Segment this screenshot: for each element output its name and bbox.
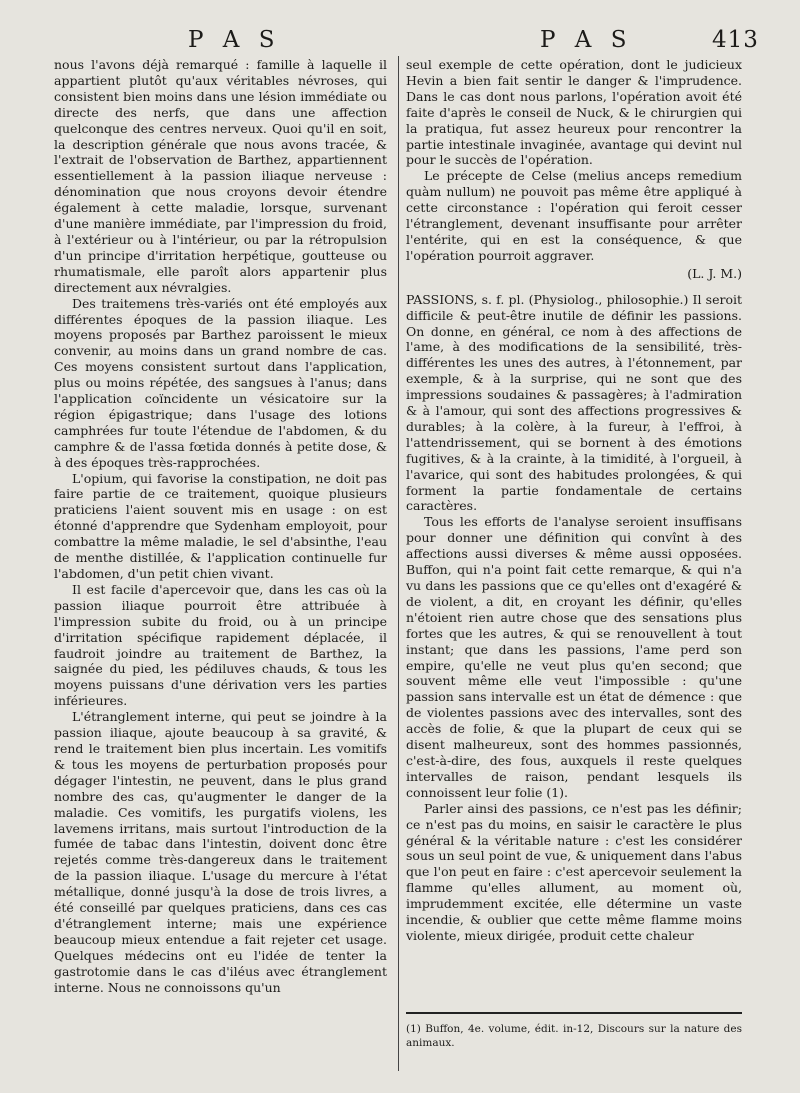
paragraph: L'opium, qui favorise la constipation, ne doit pas faire partie de ce traitement, quoique plusieurs praticiens l'aient souvent mis en usage : on est étonné d'apprendre que Sydenham employoit, pour combattre la même maladie, le sel d'absinthe, l'eau de menthe distillée, & l'application continuelle fur l'abdomen, d'un petit chien vivant. xyxy=(54,470,387,581)
paragraph: Il est facile d'apercevoir que, dans les cas où la passion iliaque pourroit être attribuée à l'impression subite du froid, ou à un principe d'irritation spécifique rapidement déplacée, il faudroit joindre au traitement de Barthez, la saignée du pied, les pédiluves chauds, & tous les moyens puissans d'une dérivation vers les parties inférieures. xyxy=(54,581,387,709)
paragraph: Des traitemens très-variés ont été employés aux différentes époques de la passion iliaque. Les moyens proposés par Barthez paroissent le mieux convenir, au moins dans un grand nombre de cas. Ces moyens consistent surtout dans l'application, plus ou moins répétée, des sangsues à l'anus; dans l'application coïncidente un vésicatoire sur la région épigastrique; dans l'usage des lotions camphrées fur toute l'étendue de l'abdomen, & du camphre & de l'assa fœtida donnés à petite dose, & à des époques très-rapprochées. xyxy=(54,295,387,470)
header-left-title: P A S xyxy=(188,27,281,53)
paragraph: Parler ainsi des passions, ce n'est pas les définir; ce n'est pas du moins, en saisir le caractère le plus général & la véritable nature : c'est les considérer sous un seul point de vue, & uniquement dans l'abus que l'on peut en faire : c'est apercevoir seulement la flamme qu'elles allument, au moment où, imprudemment excitée, elle détermine un vaste incendie, & oublier que cette même flamme moins violente, mieux dirigée, produit cette chaleur xyxy=(406,800,742,943)
page-number: 413 xyxy=(712,27,759,53)
paragraph: Le précepte de Celse (melius anceps remedium quàm nullum) ne pouvoit pas même être appliqué à cette circonstance : l'opération qui feroit cesser l'étranglement, devenant insuffisante pour arrêter l'entérite, qui en est la conséquence, & que l'opération pourroit aggraver. xyxy=(406,168,742,263)
footnote-rule xyxy=(406,1012,742,1014)
author-signature: (L. J. M.) xyxy=(687,265,742,281)
entry-heading-paragraph: PASSIONS, s. f. pl. (Physiolog., philosophie.) Il seroit difficile & peut-être inutile de définir les passions. On donne, en général, ce nom à des affections de l'ame, à des modifications de la sensibilité, très-différentes les unes des autres, à l'étonnement, par exemple, & à la surprise, qui ne sont que des impressions soudaines & passagères; à l'admiration & à l'amour, qui sont des affections progressives & durables; à la colère, à la fureur, à l'effroi, à l'attendrissement, qui se bornent à des émotions fugitives, & à la crainte, à la timidité, à l'orgueil, à l'avarice, qui sont des habitudes prolongées, & qui forment la partie fondamentale de certains caractères. xyxy=(406,291,742,514)
paragraph: seul exemple de cette opération, dont le judicieux Hevin a bien fait sentir le danger & l'imprudence. Dans le cas dont nous parlons, l'opération avoit été faite d'après le conseil de Nuck, & le chirurgien qui la pratiqua, fut assez heureux pour rencontrer la partie intestinale invaginée, avantage qui devint nul pour le succès de l'opération. xyxy=(406,57,742,168)
paragraph: L'étranglement interne, qui peut se joindre à la passion iliaque, ajoute beaucoup à sa gravité, & rend le traitement bien plus incertain. Les vomitifs & tous les moyens de perturbation proposés pour dégager l'intestin, ne peuvent, dans le plus grand nombre des cas, qu'augmenter le danger de la maladie. Ces vomitifs, les purgatifs violens, les lavemens irritans, mais surtout l'introduction de la fumée de tabac dans l'intestin, doivent donc être rejetés comme très-dangereux dans le traitement de la passion iliaque. L'usage du mercure à l'état métallique, donné jusqu'à la dose de trois livres, a été conseillé par quelques praticiens, dans ces cas d'étranglement interne; mais une expérience beaucoup mieux entendue a fait rejeter cet usage. Quelques médecins ont eu l'idée de tenter la gastrotomie dans le cas d'iléus avec étranglement interne. Nous ne connoissons qu'un xyxy=(54,709,387,995)
paragraph: nous l'avons déjà remarqué : famille à laquelle il appartient plutôt qu'aux véritables névroses, qui consistent bien moins dans une lésion immédiate ou directe des nerfs, que dans une affection quelconque des centres nerveux. Quoi qu'il en soit, la description générale que nous avons tracée, & l'extrait de l'observation de Barthez, appartiennent essentiellement à la passion iliaque nerveuse : dénomination que nous croyons devoir étendre également à cette maladie, lorsque, survenant d'une manière immédiate, par l'impression du froid, à l'extérieur ou à l'intérieur, ou par la rétropulsion d'un principe d'irritation herpétique, goutteuse ou rhumatismale, elle paroît alors appartenir plus directement aux névralgies. xyxy=(54,57,387,295)
header-right-title: P A S xyxy=(540,27,633,53)
left-column xyxy=(54,57,387,995)
paragraph: Tous les efforts de l'analyse seroient insuffisans pour donner une définition qui convînt à des affections aussi diverses & même aussi opposées. Buffon, qui n'a point fait cette remarque, & qui n'a vu dans les passions que ce qu'elles ont d'exagéré & de violent, a dit, en croyant les définir, qu'elles n'étoient rien autre chose que des sensations plus fortes que les autres, & qui se renouvellent à tout instant; que dans les passions, l'ame perd son empire, qu'elle ne veut plus qu'en second; que souvent même elle veut l'impossible : qu'une passion sans intervalle est un état de démence : que de violentes passions avec des intervalles, sont des accès de folie, & que la plupart de ceux qui se disent malheureux, sont des hommes passionnés, c'est-à-dire, des fous, auxquels il reste quelques intervalles de raison, pendant lesquels ils connoissent leur folie (1). xyxy=(406,514,742,800)
footnote-text: (1) Buffon, 4e. volume, édit. in-12, Discours sur la nature des animaux. xyxy=(406,1023,742,1049)
footnote xyxy=(406,1022,742,1050)
right-column xyxy=(406,57,742,944)
column-divider xyxy=(398,56,399,1071)
running-header xyxy=(0,26,800,54)
